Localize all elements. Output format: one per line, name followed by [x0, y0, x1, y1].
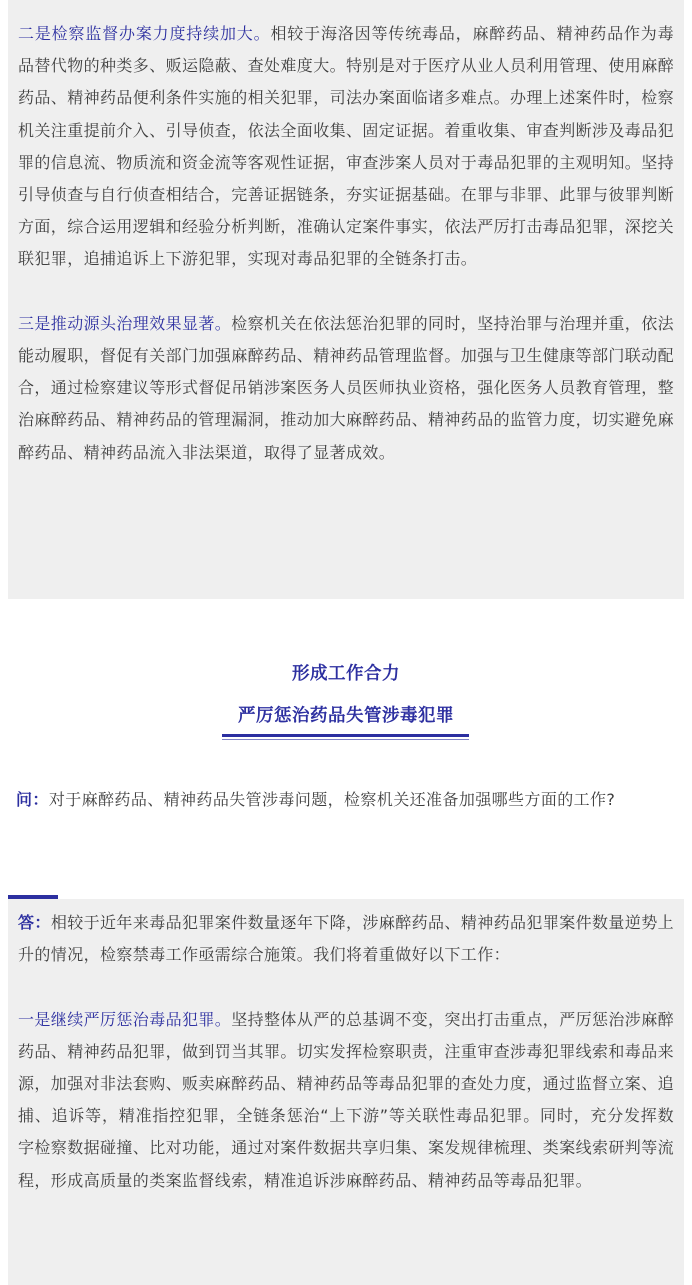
paragraph-body: 坚持整体从严的总基调不变，突出打击重点，严厉惩治涉麻醉药品、精神药品犯罪，做到罚当其罪。切实发挥检察职责，注重审查涉毒犯罪线索和毒品来源，加强对非法套购、贩卖麻醉药品、精神药品等毒品犯罪的查处力度，通过监督立案、追捕、追诉等，精准指控犯罪，全链条惩治“上下游”等关联性毒品犯罪。同时，充分发挥数字检察数据碰撞、比对功能，通过对案件数据共享归集、案发规律梳理、类案线索研判等流程，形成高质量的类案监督线索，精准追诉涉麻醉药品、精神药品等毒品犯罪。	[18, 1009, 675, 1190]
question-block	[16, 784, 680, 816]
paragraph-lead: 二是检察监督办案力度持续加大。	[18, 24, 271, 43]
paragraph-punishment	[18, 1004, 674, 1197]
section-title-line2: 严厉惩治药品失管涉毒犯罪	[238, 706, 454, 726]
section-title-line1: 形成工作合力	[292, 664, 400, 684]
question-label: 问：	[16, 790, 49, 809]
answer-text: 相较于近年来毒品犯罪案件数量逐年下降，涉麻醉药品、精神药品犯罪案件数量逆势上升的情况，检察禁毒工作亟需综合施策。我们将着重做好以下工作：	[18, 913, 675, 965]
paragraph-governance	[18, 308, 674, 469]
answer-intro	[18, 907, 674, 971]
title-underline	[222, 734, 469, 738]
paragraph-lead: 三是推动源头治理效果显著。	[18, 313, 232, 333]
paragraph-body: 检察机关在依法惩治犯罪的同时，坚持治罪与治理并重，依法能动履职，督促有关部门加强麻醉药品、精神药品管理监督。加强与卫生健康等部门联动配合，通过检察建议等形式督促吊销涉案医务人员医师执业资格，强化医务人员教育管理，整治麻醉药品、精神药品的管理漏洞，推动加大麻醉药品、精神药品的监管力度，切实避免麻醉药品、精神药品流入非法渠道，取得了显著成效。	[18, 313, 675, 462]
paragraph-supervision	[18, 18, 674, 276]
question-text: 对于麻醉药品、精神药品失管涉毒问题，检察机关还准备加强哪些方面的工作?	[48, 790, 616, 809]
answer-label: 答：	[18, 913, 51, 932]
content-box-top	[8, 0, 684, 599]
paragraph-lead: 一是继续严厉惩治毒品犯罪。	[18, 1009, 232, 1029]
paragraph-body: 相较于海洛因等传统毒品，麻醉药品、精神药品作为毒品替代物的种类多、贩运隐蔽、查处难度大。特别是对于医疗从业人员利用管理、使用麻醉药品、精神药品便利条件实施的相关犯罪，司法办案面临诸多难点。办理上述案件时，检察机关注重提前介入、引导侦查，依法全面收集、固定证据。着重收集、审查判断涉及毒品犯罪的信息流、物质流和资金流等客观性证据，审查涉案人员对于毒品犯罪的主观明知。坚持引导侦查与自行侦查相结合，完善证据链条，夯实证据基础。在罪与非罪、此罪与彼罪判断方面，综合运用逻辑和经验分析判断，准确认定案件事实，依法严厉打击毒品犯罪，深挖关联犯罪，追捕追诉上下游犯罪，实现对毒品犯罪的全链条打击。	[18, 24, 675, 269]
content-box-answer	[8, 899, 684, 1285]
